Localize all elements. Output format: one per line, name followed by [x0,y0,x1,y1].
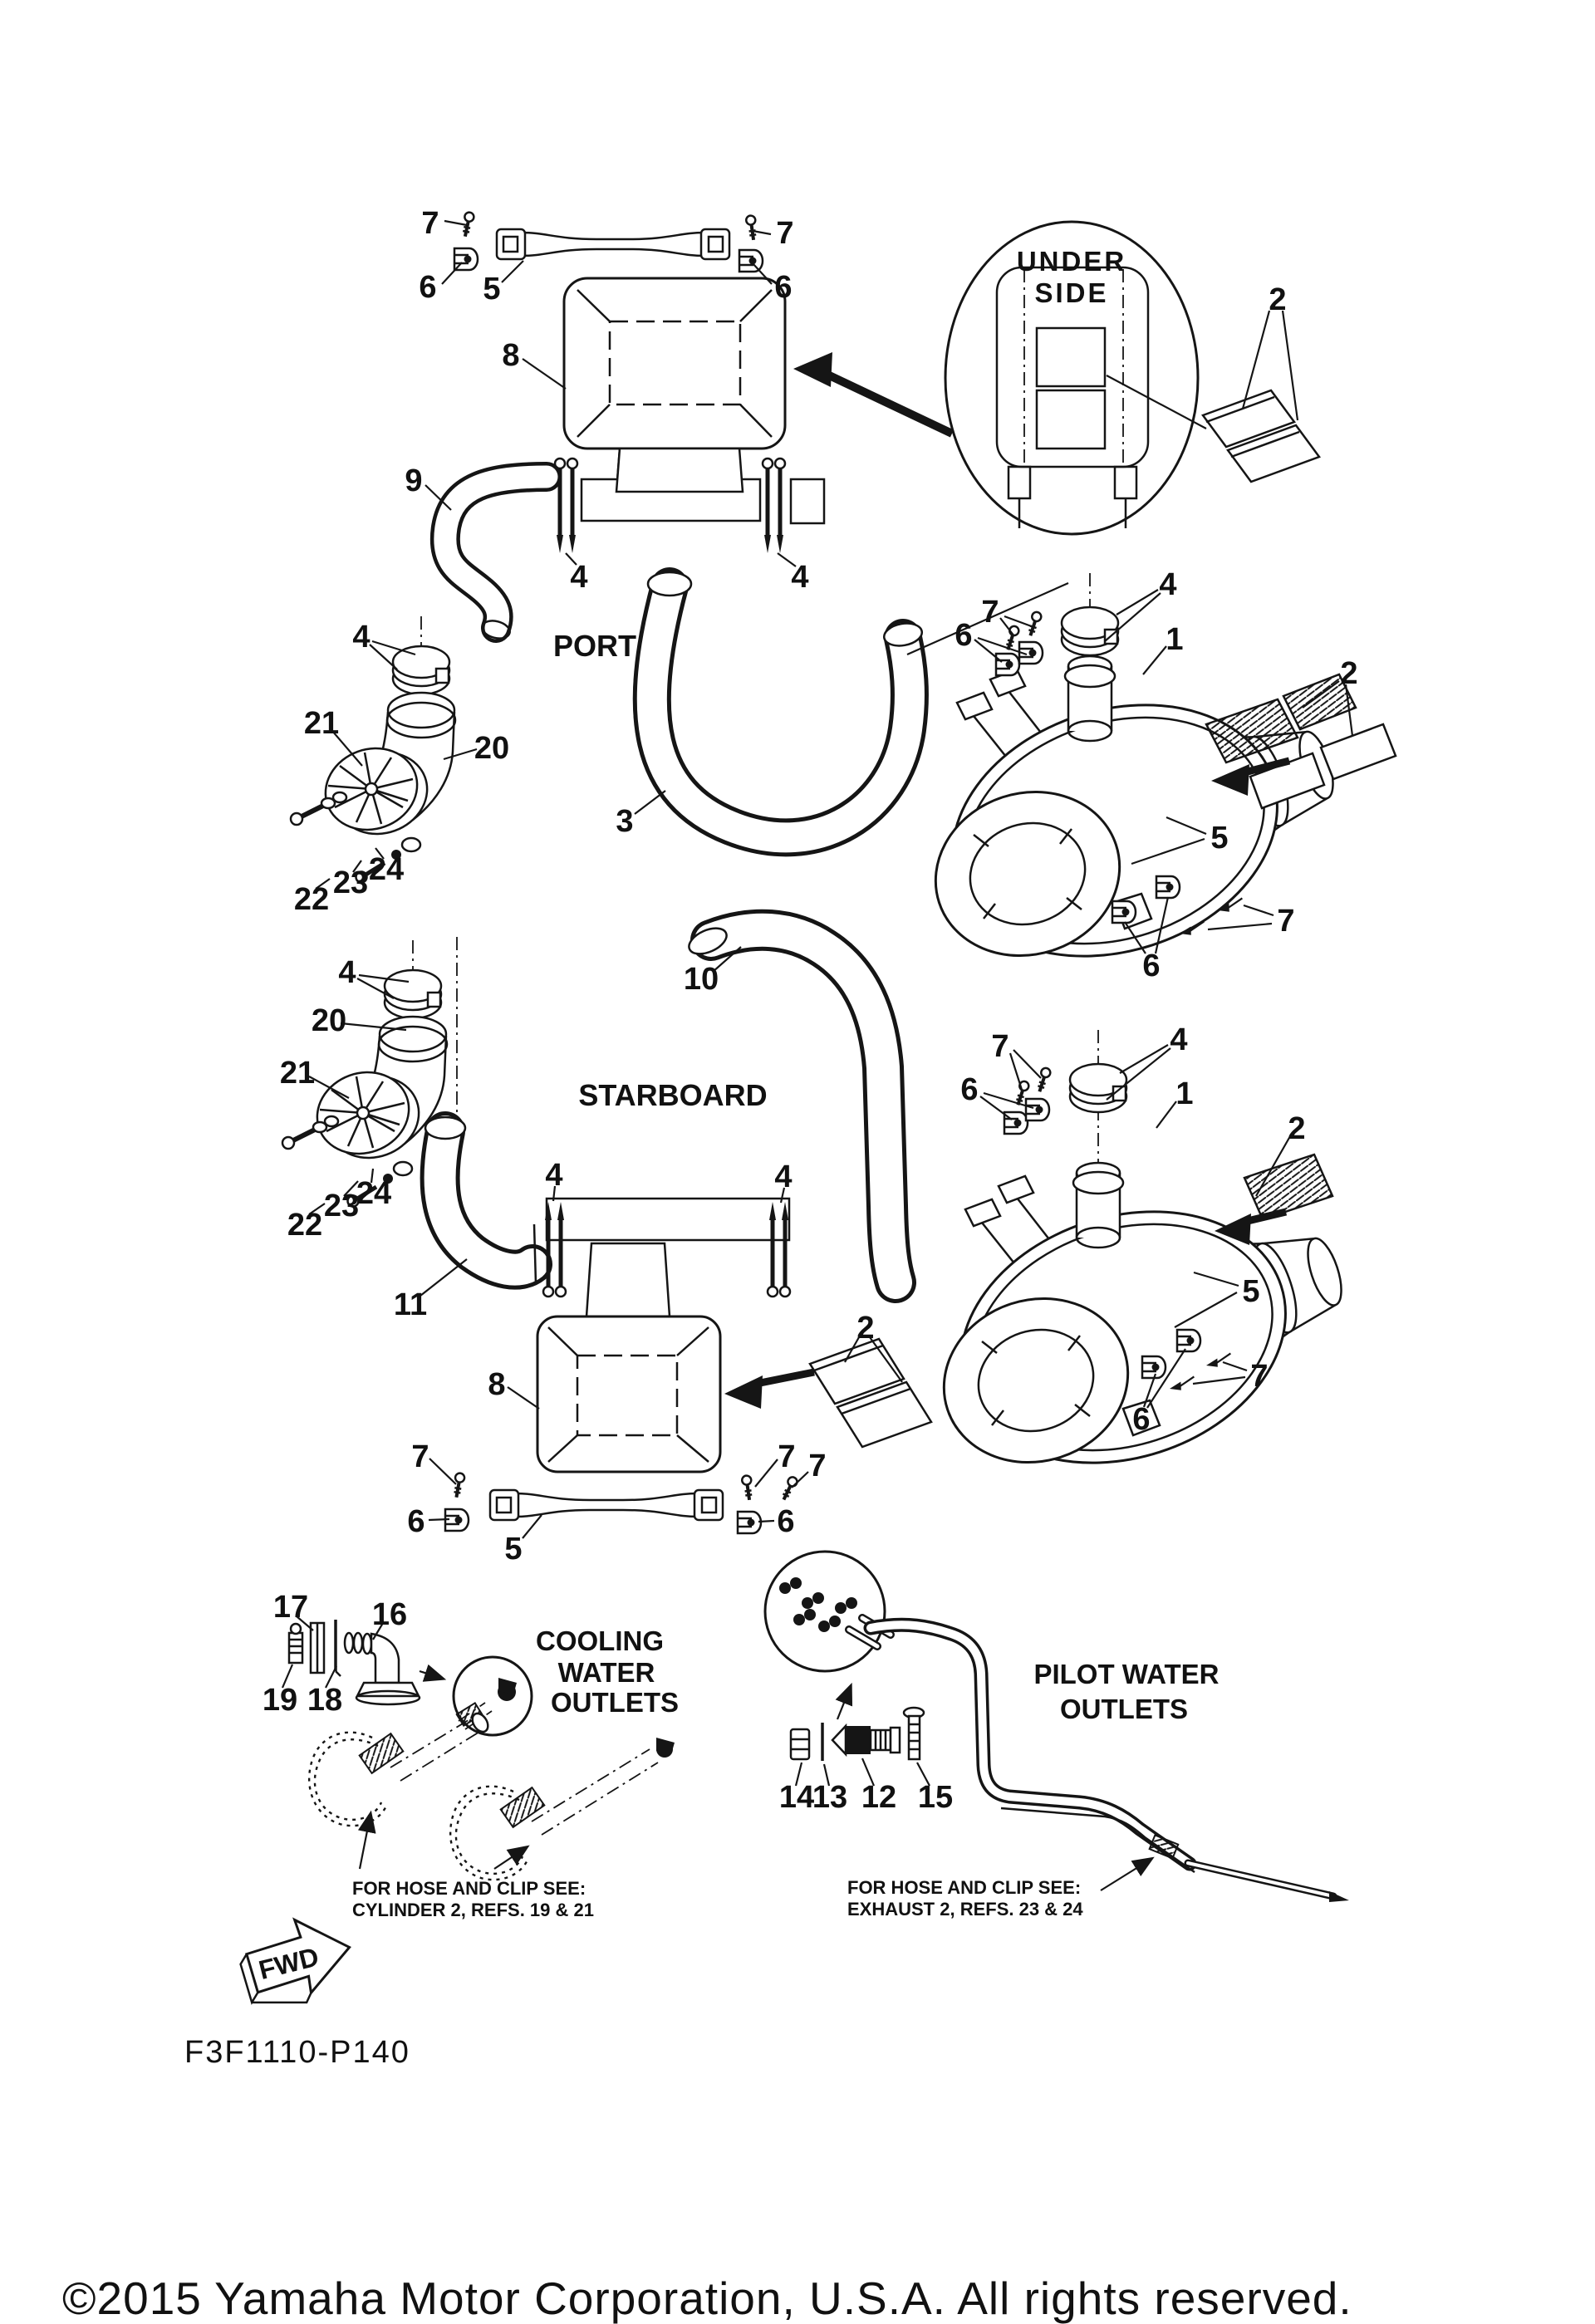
callout-4: 4 [338,955,356,990]
cooling-label-line1: COOLING [536,1625,664,1656]
callout-5: 5 [483,272,501,306]
callout-18: 18 [307,1683,343,1718]
copyright-line: ©2015 Yamaha Motor Corporation, U.S.A. All rights reserved. [62,2273,1352,2324]
port-label: PORT [552,629,637,663]
callout-3: 3 [616,804,634,839]
callout-17: 17 [272,1590,309,1625]
top-strap-bar [454,212,763,272]
callout-22: 22 [293,882,330,917]
callout-16: 16 [371,1597,408,1632]
cooling-label-line2: WATER [557,1657,655,1688]
callout-12: 12 [861,1780,897,1815]
callout-13: 13 [812,1780,848,1815]
callout-23: 23 [332,865,369,900]
callout-4: 4 [352,620,371,655]
callout-8: 8 [488,1367,506,1402]
callout-6: 6 [1132,1402,1151,1437]
callout-6: 6 [774,270,793,305]
callout-6: 6 [960,1072,979,1107]
callout-20: 20 [311,1003,347,1038]
outlet-assembly-port [291,616,455,883]
callout-7: 7 [991,1029,1009,1064]
callout-5: 5 [1242,1274,1260,1309]
part-code: F3F1110-P140 [184,2035,410,2070]
callout-5: 5 [1210,821,1229,856]
cooling-note-arrows [360,1814,527,1869]
callout-2: 2 [1269,282,1287,317]
callout-2: 2 [1288,1111,1306,1146]
callout-6: 6 [777,1504,795,1539]
callout-6: 6 [1142,949,1161,983]
callout-6: 6 [407,1504,425,1539]
bottom-strap-bar [445,1473,761,1533]
callout-7: 7 [1277,904,1295,939]
callout-20: 20 [474,731,510,766]
callout-23: 23 [323,1189,360,1223]
hose-9 [445,477,547,641]
starboard-label: STARBOARD [578,1078,768,1112]
callout-7: 7 [808,1449,827,1483]
cooling-label-line3: OUTLETS [551,1687,679,1718]
callout-7: 7 [411,1439,429,1474]
pilot-note-line1: FOR HOSE AND CLIP SEE: [847,1877,1082,1898]
pilot-outlet-parts [791,1708,924,1761]
callout-4: 4 [570,560,588,595]
callout-8: 8 [502,338,520,373]
callout-7: 7 [1250,1359,1269,1394]
callout-6: 6 [955,618,973,653]
cooling-note-line2: CYLINDER 2, REFS. 19 & 21 [352,1900,594,1920]
pilot-label-line1: PILOT WATER [1033,1659,1220,1689]
fwd-arrow [233,1909,360,2016]
callout-4: 4 [791,560,809,595]
callout-2: 2 [1340,656,1358,691]
callout-5: 5 [504,1532,523,1566]
callout-1: 1 [1166,622,1184,657]
callout-21: 21 [303,706,340,741]
arrow-to-underside-detail [793,352,952,434]
resonator-box-bottom [537,1243,720,1472]
pilot-detail-circle [765,1552,891,1719]
cooling-hose-b [450,1738,675,1880]
callout-19: 19 [262,1683,298,1718]
callout-2: 2 [856,1311,875,1346]
callout-7: 7 [778,1439,796,1474]
callout-21: 21 [279,1056,316,1091]
callout-11: 11 [393,1287,428,1322]
callout-7: 7 [421,206,439,241]
callout-9: 9 [405,463,423,498]
pilot-note-line2: EXHAUST 2, REFS. 23 & 24 [847,1899,1083,1920]
cooling-note-line1: FOR HOSE AND CLIP SEE: [352,1878,586,1899]
hose-11 [425,1117,536,1284]
callout-22: 22 [287,1208,323,1243]
callout-4: 4 [1170,1022,1188,1057]
pilot-label-line2: OUTLETS [1060,1694,1188,1724]
callout-7: 7 [776,216,794,251]
callout-4: 4 [774,1160,793,1194]
engine-crossbar-top [555,449,824,553]
callout-14: 14 [778,1780,815,1815]
underside-label-line1: UNDER [1016,246,1127,277]
callout-15: 15 [917,1780,954,1815]
callout-6: 6 [419,270,437,305]
callout-7: 7 [981,595,999,630]
gasket-pad-muffler-starboard [1215,1155,1332,1245]
gasket-pads-underside [1203,390,1319,482]
callout-10: 10 [683,962,719,997]
callout-24: 24 [368,852,405,887]
callout-4: 4 [1159,567,1177,602]
fwd-label: FWD [255,1941,322,1985]
callout-24: 24 [356,1176,392,1211]
callout-1: 1 [1175,1076,1194,1111]
callout-4: 4 [545,1158,563,1193]
gasket-pads-resonator [724,1339,931,1502]
underside-label-line2: SIDE [1034,277,1109,308]
